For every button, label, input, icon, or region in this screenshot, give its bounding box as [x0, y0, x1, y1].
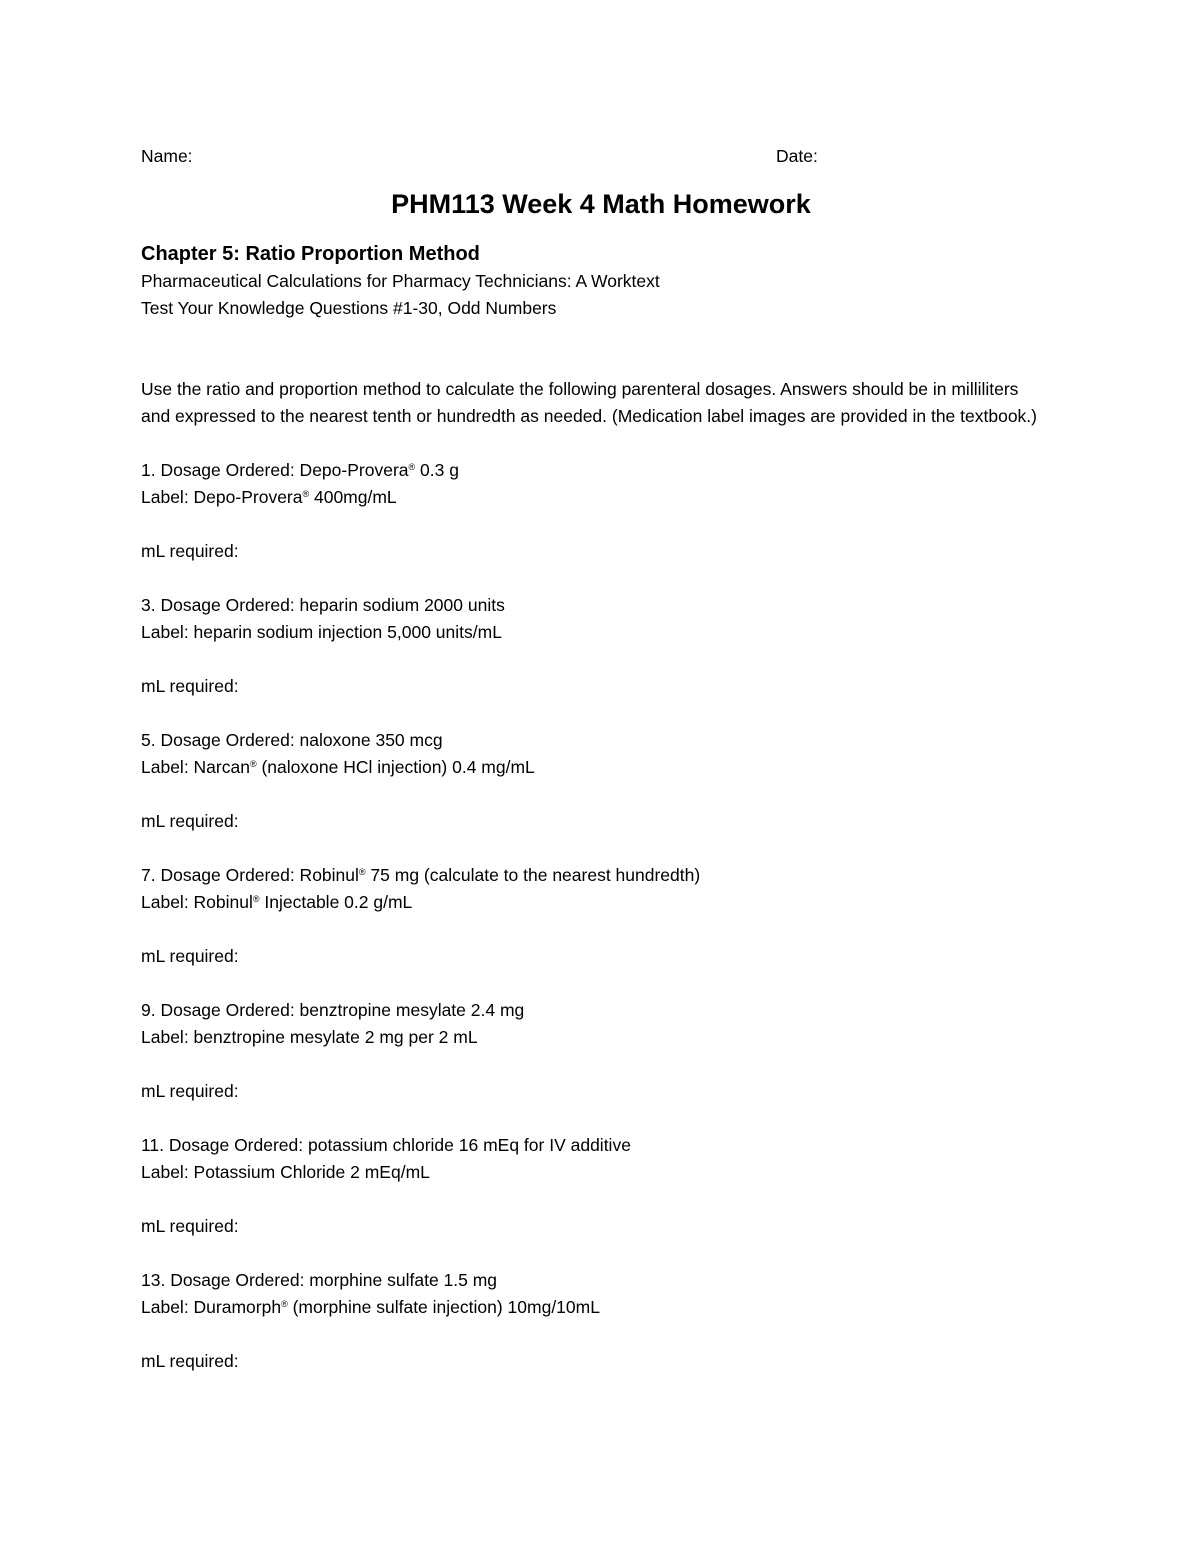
dosage-ordered	[141, 1132, 1061, 1159]
label-text: Label: Potassium Chloride 2 mEq/mL	[141, 1162, 430, 1182]
problem-list	[141, 457, 1061, 1375]
label-text: Label: benztropine mesylate 2 mg per 2 mL	[141, 1027, 478, 1047]
label-info	[141, 1159, 1061, 1186]
label-info	[141, 1024, 1061, 1051]
chapter-heading: Chapter 5: Ratio Proportion Method	[141, 243, 480, 265]
dosage-ordered	[141, 592, 1061, 619]
label-text-end: 400mg/mL	[309, 487, 397, 507]
dosage-ordered-text: 7. Dosage Ordered: Robinul	[141, 865, 359, 885]
registered-mark: ®	[281, 1299, 288, 1309]
book-title: Pharmaceutical Calculations for Pharmacy Technicians: A Worktext	[141, 271, 660, 291]
ml-required-label: mL required:	[141, 1081, 239, 1101]
registered-mark: ®	[408, 462, 416, 472]
ml-required-label: mL required:	[141, 811, 239, 831]
dosage-ordered	[141, 997, 1061, 1024]
name-label: Name:	[141, 146, 193, 166]
label-info	[141, 619, 1061, 646]
instructions-paragraph: Use the ratio and proportion method to calculate the following parenteral dosages. Answers should be in milliliters and expressed to the nearest tenth or hundredth as needed. (Medication label images are provided in the textbook.)	[141, 379, 1037, 426]
dosage-ordered-text: 13. Dosage Ordered: morphine sulfate 1.5 mg	[141, 1270, 498, 1290]
dosage-ordered	[141, 727, 1061, 754]
problem-item-5	[141, 1132, 1061, 1240]
registered-mark: ®	[252, 894, 260, 904]
header-row	[141, 140, 1061, 172]
dosage-ordered-text: 11. Dosage Ordered: potassium chloride 16 mEq for IV additive	[141, 1135, 631, 1155]
label-text-end: Injectable 0.2 g/mL	[259, 892, 413, 912]
label-info	[141, 754, 1061, 781]
label-text: Label: Narcan	[141, 757, 250, 777]
dosage-ordered-text: 3. Dosage Ordered: heparin sodium 2000 units	[141, 595, 505, 615]
problem-item-3	[141, 862, 1061, 970]
dosage-ordered	[141, 1267, 1061, 1294]
ml-required-label: mL required:	[141, 1216, 239, 1236]
problem-item-2	[141, 727, 1061, 835]
ml-required-label: mL required:	[141, 946, 239, 966]
problem-item-1	[141, 592, 1061, 700]
ml-required-label: mL required:	[141, 541, 239, 561]
dosage-ordered-text-end: 0.3 g	[415, 460, 459, 480]
dosage-ordered-text: 5. Dosage Ordered: naloxone 350 mcg	[141, 730, 443, 750]
dosage-ordered-text: 9. Dosage Ordered: benztropine mesylate 2.4 mg	[141, 1000, 525, 1020]
document-content	[141, 140, 1061, 1375]
problem-item-6	[141, 1267, 1061, 1375]
label-text: Label: heparin sodium injection 5,000 units/mL	[141, 622, 502, 642]
label-info	[141, 1294, 1061, 1321]
label-text: Label: Duramorph	[141, 1297, 282, 1317]
dosage-ordered	[141, 457, 1061, 484]
label-info	[141, 889, 1061, 916]
problem-item-4	[141, 997, 1061, 1105]
problem-item-0	[141, 457, 1061, 565]
label-text: Label: Robinul	[141, 892, 253, 912]
page-title: PHM113 Week 4 Math Homework	[391, 189, 811, 219]
registered-mark: ®	[249, 759, 257, 769]
questions-range: Test Your Knowledge Questions #1-30, Odd Numbers	[141, 298, 557, 318]
label-text-end: (naloxone HCl injection) 0.4 mg/mL	[256, 757, 535, 777]
ml-required-label: mL required:	[141, 1351, 239, 1371]
registered-mark: ®	[302, 489, 310, 499]
label-text-end: (morphine sulfate injection) 10mg/10mL	[287, 1297, 600, 1317]
ml-required-label: mL required:	[141, 676, 239, 696]
label-text: Label: Depo-Provera	[141, 487, 303, 507]
dosage-ordered	[141, 862, 1061, 889]
dosage-ordered-text-end: 75 mg (calculate to the nearest hundredth)	[365, 865, 701, 885]
registered-mark: ®	[358, 867, 366, 877]
date-label: Date:	[776, 146, 818, 166]
dosage-ordered-text: 1. Dosage Ordered: Depo-Provera	[141, 460, 409, 480]
label-info	[141, 484, 1061, 511]
